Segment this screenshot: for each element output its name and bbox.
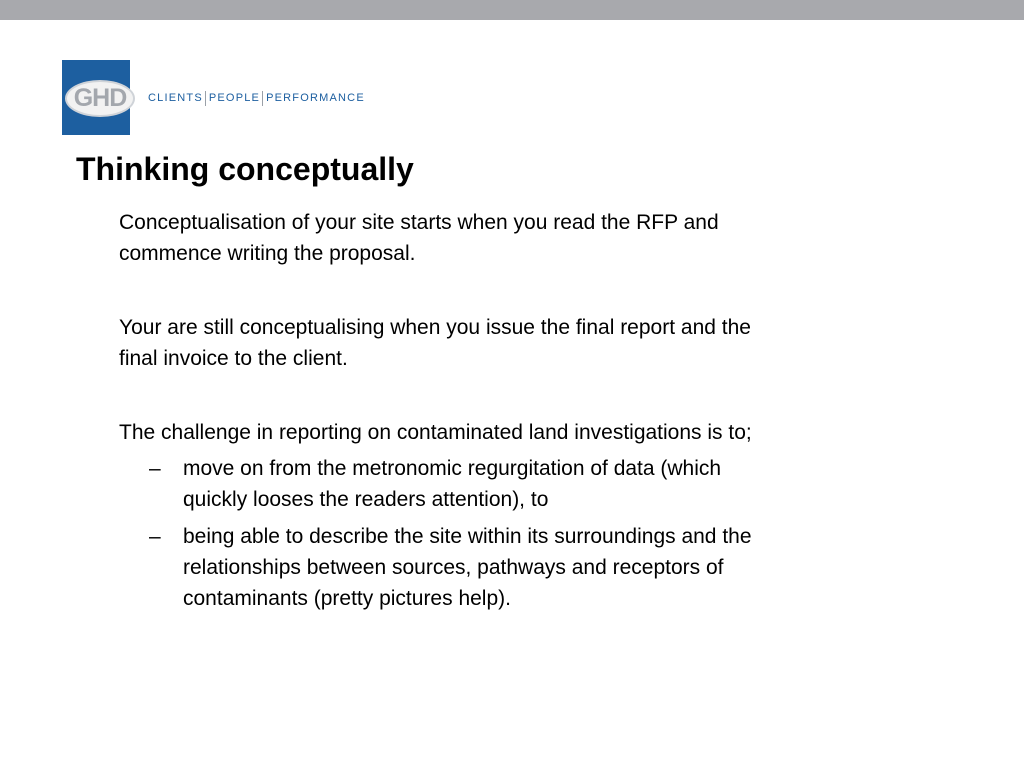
logo-oval xyxy=(65,80,135,117)
tagline-divider xyxy=(262,91,263,106)
tagline-people: PEOPLE xyxy=(208,92,261,104)
bullet-item xyxy=(119,453,779,515)
slide-title: Thinking conceptually xyxy=(76,151,414,187)
paragraph: The challenge in reporting on contaminated land investigations is to; xyxy=(119,421,752,444)
dash-bullet-marker: – xyxy=(149,457,161,480)
paragraph: Conceptualisation of your site starts when you read the RFP and commence writing the proposal. xyxy=(119,211,719,265)
bullet-text: move on from the metronomic regurgitation of data (which quickly looses the readers attention), to xyxy=(183,457,722,511)
tagline-performance: PERFORMANCE xyxy=(266,92,365,104)
tagline xyxy=(148,90,365,106)
slide-body xyxy=(119,207,779,620)
bullet-list xyxy=(119,453,779,614)
bullet-text: being able to describe the site within its surroundings and the relationships between sources, pathways and receptors of contaminants (pretty pictures help). xyxy=(183,525,752,610)
logo-text: GHD xyxy=(73,84,127,112)
top-bar xyxy=(0,0,1024,20)
paragraph: Your are still conceptualising when you issue the final report and the final invoice to the client. xyxy=(119,316,751,370)
ghd-logo xyxy=(62,60,130,135)
tagline-divider xyxy=(205,91,206,106)
dash-bullet-marker: – xyxy=(149,525,161,548)
tagline-clients: CLIENTS xyxy=(148,92,203,104)
bullet-item xyxy=(119,521,779,614)
